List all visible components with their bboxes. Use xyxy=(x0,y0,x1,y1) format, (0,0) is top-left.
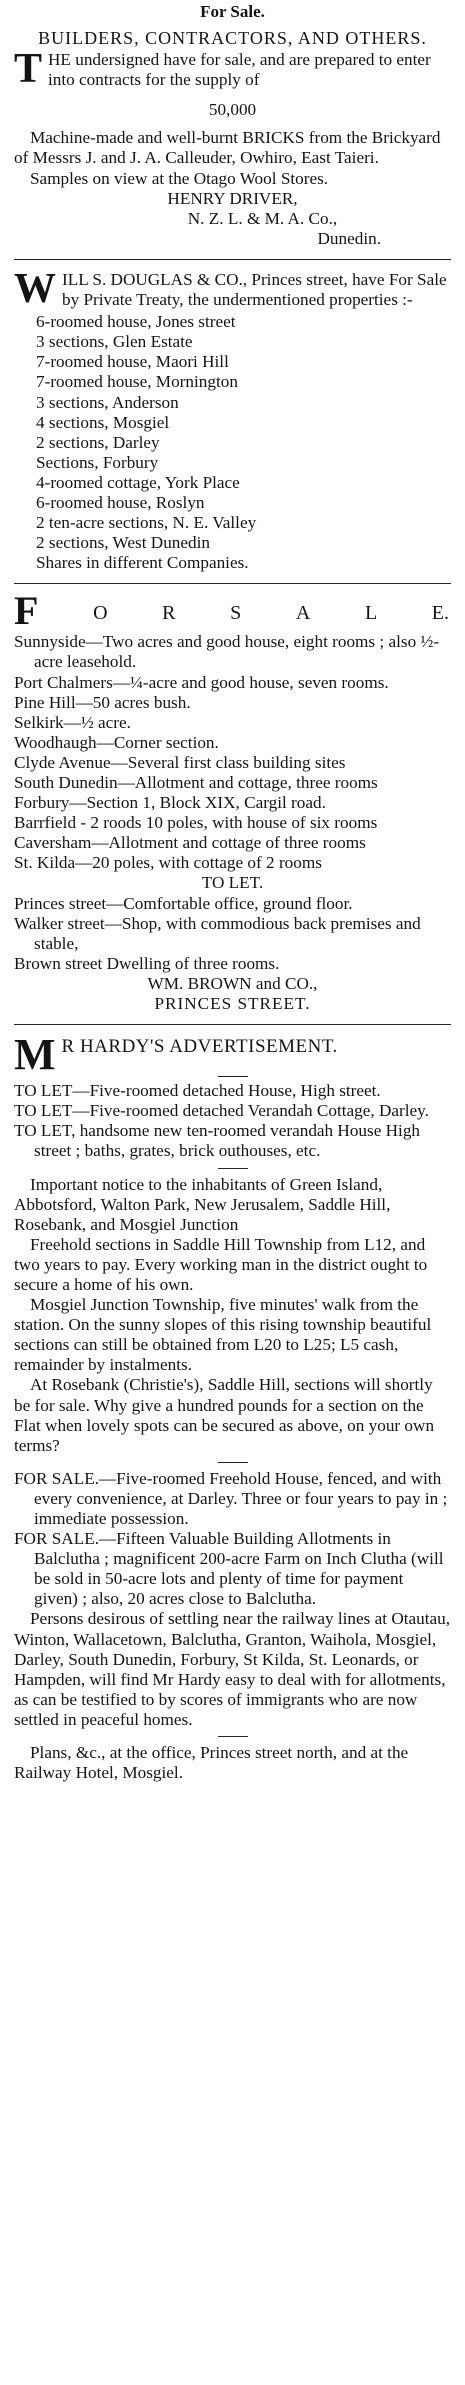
douglas-advertisement xyxy=(14,265,451,573)
samples-note: Samples on view at the Otago Wool Stores. xyxy=(30,168,329,188)
property-item: 4-roomed cottage, York Place xyxy=(36,472,240,492)
signer: WM. BROWN and CO., xyxy=(147,973,318,993)
property-item: 3 sections, Anderson xyxy=(36,392,179,412)
let-entry: Brown street Dwelling of three rooms. xyxy=(14,953,280,973)
section-rule xyxy=(218,1736,248,1737)
for-sale-heading xyxy=(14,588,451,634)
divider xyxy=(14,259,451,260)
title-underline xyxy=(218,1076,248,1077)
sale-entries xyxy=(14,632,451,873)
builders-advertisement xyxy=(14,28,451,249)
let-entry: Walker street—Shop, with commodious back premises and stable, xyxy=(14,913,421,953)
ad-title xyxy=(14,1030,451,1080)
sale-entry: Pine Hill—50 acres bush. xyxy=(14,692,191,712)
sale-entry: Forbury—Section 1, Block XIX, Cargil road. xyxy=(14,793,326,813)
property-item: 4 sections, Mosgiel xyxy=(36,412,170,432)
let-entry: TO LET, handsome new ten-roomed verandah House High street ; baths, grates, brick outhouses, etc. xyxy=(14,1121,421,1161)
column-heading: For Sale. xyxy=(200,2,265,21)
newspaper-column xyxy=(0,2,465,1783)
sale-entry: Sunnyside—Two acres and good house, eight rooms ; also ½-acre leasehold. xyxy=(14,632,440,672)
property-item: 2 sections, Darley xyxy=(36,432,160,452)
let-entries xyxy=(14,894,451,974)
let-entries xyxy=(14,1081,451,1161)
divider xyxy=(14,1024,451,1025)
sale-entry: Barrfield - 2 roods 10 poles, with house of six rooms xyxy=(14,813,378,833)
property-item: 2 sections, West Dunedin xyxy=(36,533,210,553)
address: PRINCES STREET. xyxy=(154,994,311,1014)
property-item: Shares in different Companies. xyxy=(36,553,249,573)
sale-balclutha: FOR SALE.—Fifteen Valuable Building Allotments in Balclutha ; magnificent 200-acre Farm on Inch Clutha (will be sold in 50-acre lots and plenty of time for payment given) ; also, 20 acres close to Balclutha. xyxy=(14,1529,444,1609)
property-item: 7-roomed house, Maori Hill xyxy=(36,352,229,372)
sale-entry: St. Kilda—20 poles, with cottage of 2 rooms xyxy=(14,853,322,873)
property-list xyxy=(14,312,451,573)
ad-body xyxy=(14,46,451,93)
dropcap: T xyxy=(14,46,43,93)
sale-entry: Clyde Avenue—Several first class building sites xyxy=(14,752,346,772)
heading-letter: F xyxy=(14,588,39,634)
let-entry: TO LET—Five-roomed detached Verandah Cottage, Darley. xyxy=(14,1101,429,1121)
property-item: 7-roomed house, Mornington xyxy=(36,372,238,392)
ad-title: BUILDERS, CONTRACTORS, AND OTHERS. xyxy=(38,28,427,48)
sale-darley: FOR SALE.—Five-roomed Freehold House, fenced, and with every convenience, at Darley. Three or four years to pay in ; immediate possession. xyxy=(14,1468,448,1528)
signer-name: HENRY DRIVER, xyxy=(167,188,298,208)
ad-title-text: R HARDY'S ADVERTISEMENT. xyxy=(61,1036,338,1058)
rosebank-paragraph: At Rosebank (Christie's), Saddle Hill, sections will shortly be for sale. Why give a hundred pounds for a section on the Flat when lovely spots can be secured as above, on your own terms? xyxy=(14,1375,435,1455)
notice: Important notice to the inhabitants of Green Island, Abbotsford, Walton Park, New Jerusalem, Saddle Hill, Rosebank, and Mosgiel Junction xyxy=(14,1174,391,1234)
dropcap: W xyxy=(14,265,56,312)
settlers-paragraph: Persons desirous of settling near the railway lines at Otautau, Winton, Wallacetown, Balclutha, Granton, Waihola, Mosgiel, Darley, South Dunedin, Forbury, St Kilda, St. Leonards, or Hampden, will find Mr Hardy easy to deal with for allotments, as can be testified to by scores of immigrants who are now settled in peaceful homes. xyxy=(14,1609,451,1729)
sale-entry: Selkirk—½ acre. xyxy=(14,712,131,732)
ad-intro-text: ILL S. DOUGLAS & CO., Princes street, have For Sale by Private Treaty, the undermentioned properties :- xyxy=(62,269,447,310)
ad-intro xyxy=(14,265,451,312)
signer-city: Dunedin. xyxy=(317,228,381,248)
brown-advertisement xyxy=(14,588,451,1014)
plans-paragraph: Plans, &c., at the office, Princes street north, and at the Railway Hotel, Mosgiel. xyxy=(14,1743,409,1783)
heading-letter: A xyxy=(295,602,311,625)
divider xyxy=(14,583,451,584)
let-entry: TO LET—Five-roomed detached House, High street. xyxy=(14,1081,381,1101)
heading-letter: L xyxy=(364,602,378,625)
property-item: 2 ten-acre sections, N. E. Valley xyxy=(36,513,257,533)
sale-entry: Woodhaugh—Corner section. xyxy=(14,732,219,752)
signer-firm: N. Z. L. & M. A. Co., xyxy=(187,208,338,228)
sale-entry: Port Chalmers—¼-acre and good house, seven rooms. xyxy=(14,672,389,692)
section-rule xyxy=(218,1462,248,1463)
section-rule xyxy=(218,1168,248,1169)
hardy-advertisement xyxy=(14,1030,451,1783)
to-let-heading: TO LET. xyxy=(201,873,264,893)
mosgiel-paragraph: Mosgiel Junction Township, five minutes' walk from the station. On the sunny slopes of this rising township beautiful sections can still be obtained from L20 to L25; L5 cash, remainder by instalments. xyxy=(14,1295,432,1375)
saddle-hill-paragraph: Freehold sections in Saddle Hill Township from L12, and two years to pay. Every working man in the district ought to secure a home of his own. xyxy=(14,1234,428,1294)
sale-entry: South Dunedin—Allotment and cottage, three rooms xyxy=(14,773,378,792)
let-entry: Princes street—Comfortable office, ground floor. xyxy=(14,893,353,913)
heading-letter: R xyxy=(162,602,176,625)
heading-letter: S xyxy=(230,602,242,625)
property-item: 3 sections, Glen Estate xyxy=(36,332,193,352)
dropcap: M xyxy=(14,1030,56,1080)
property-item: 6-roomed house, Jones street xyxy=(36,312,236,332)
brick-quantity: 50,000 xyxy=(208,100,257,120)
heading-letter: O xyxy=(93,602,108,625)
ad-body-2: Machine-made and well-burnt BRICKS from the Brickyard of Messrs J. and J. A. Calleuder, Owhiro, East Taieri. xyxy=(14,128,441,168)
sale-entry: Caversham—Allotment and cottage of three rooms xyxy=(14,833,366,853)
property-item: Sections, Forbury xyxy=(36,452,159,472)
property-item: 6-roomed house, Roslyn xyxy=(36,492,205,512)
heading-letter: E. xyxy=(431,602,449,625)
ad-body-text: HE undersigned have for sale, and are prepared to enter into contracts for the supply of xyxy=(48,50,431,90)
